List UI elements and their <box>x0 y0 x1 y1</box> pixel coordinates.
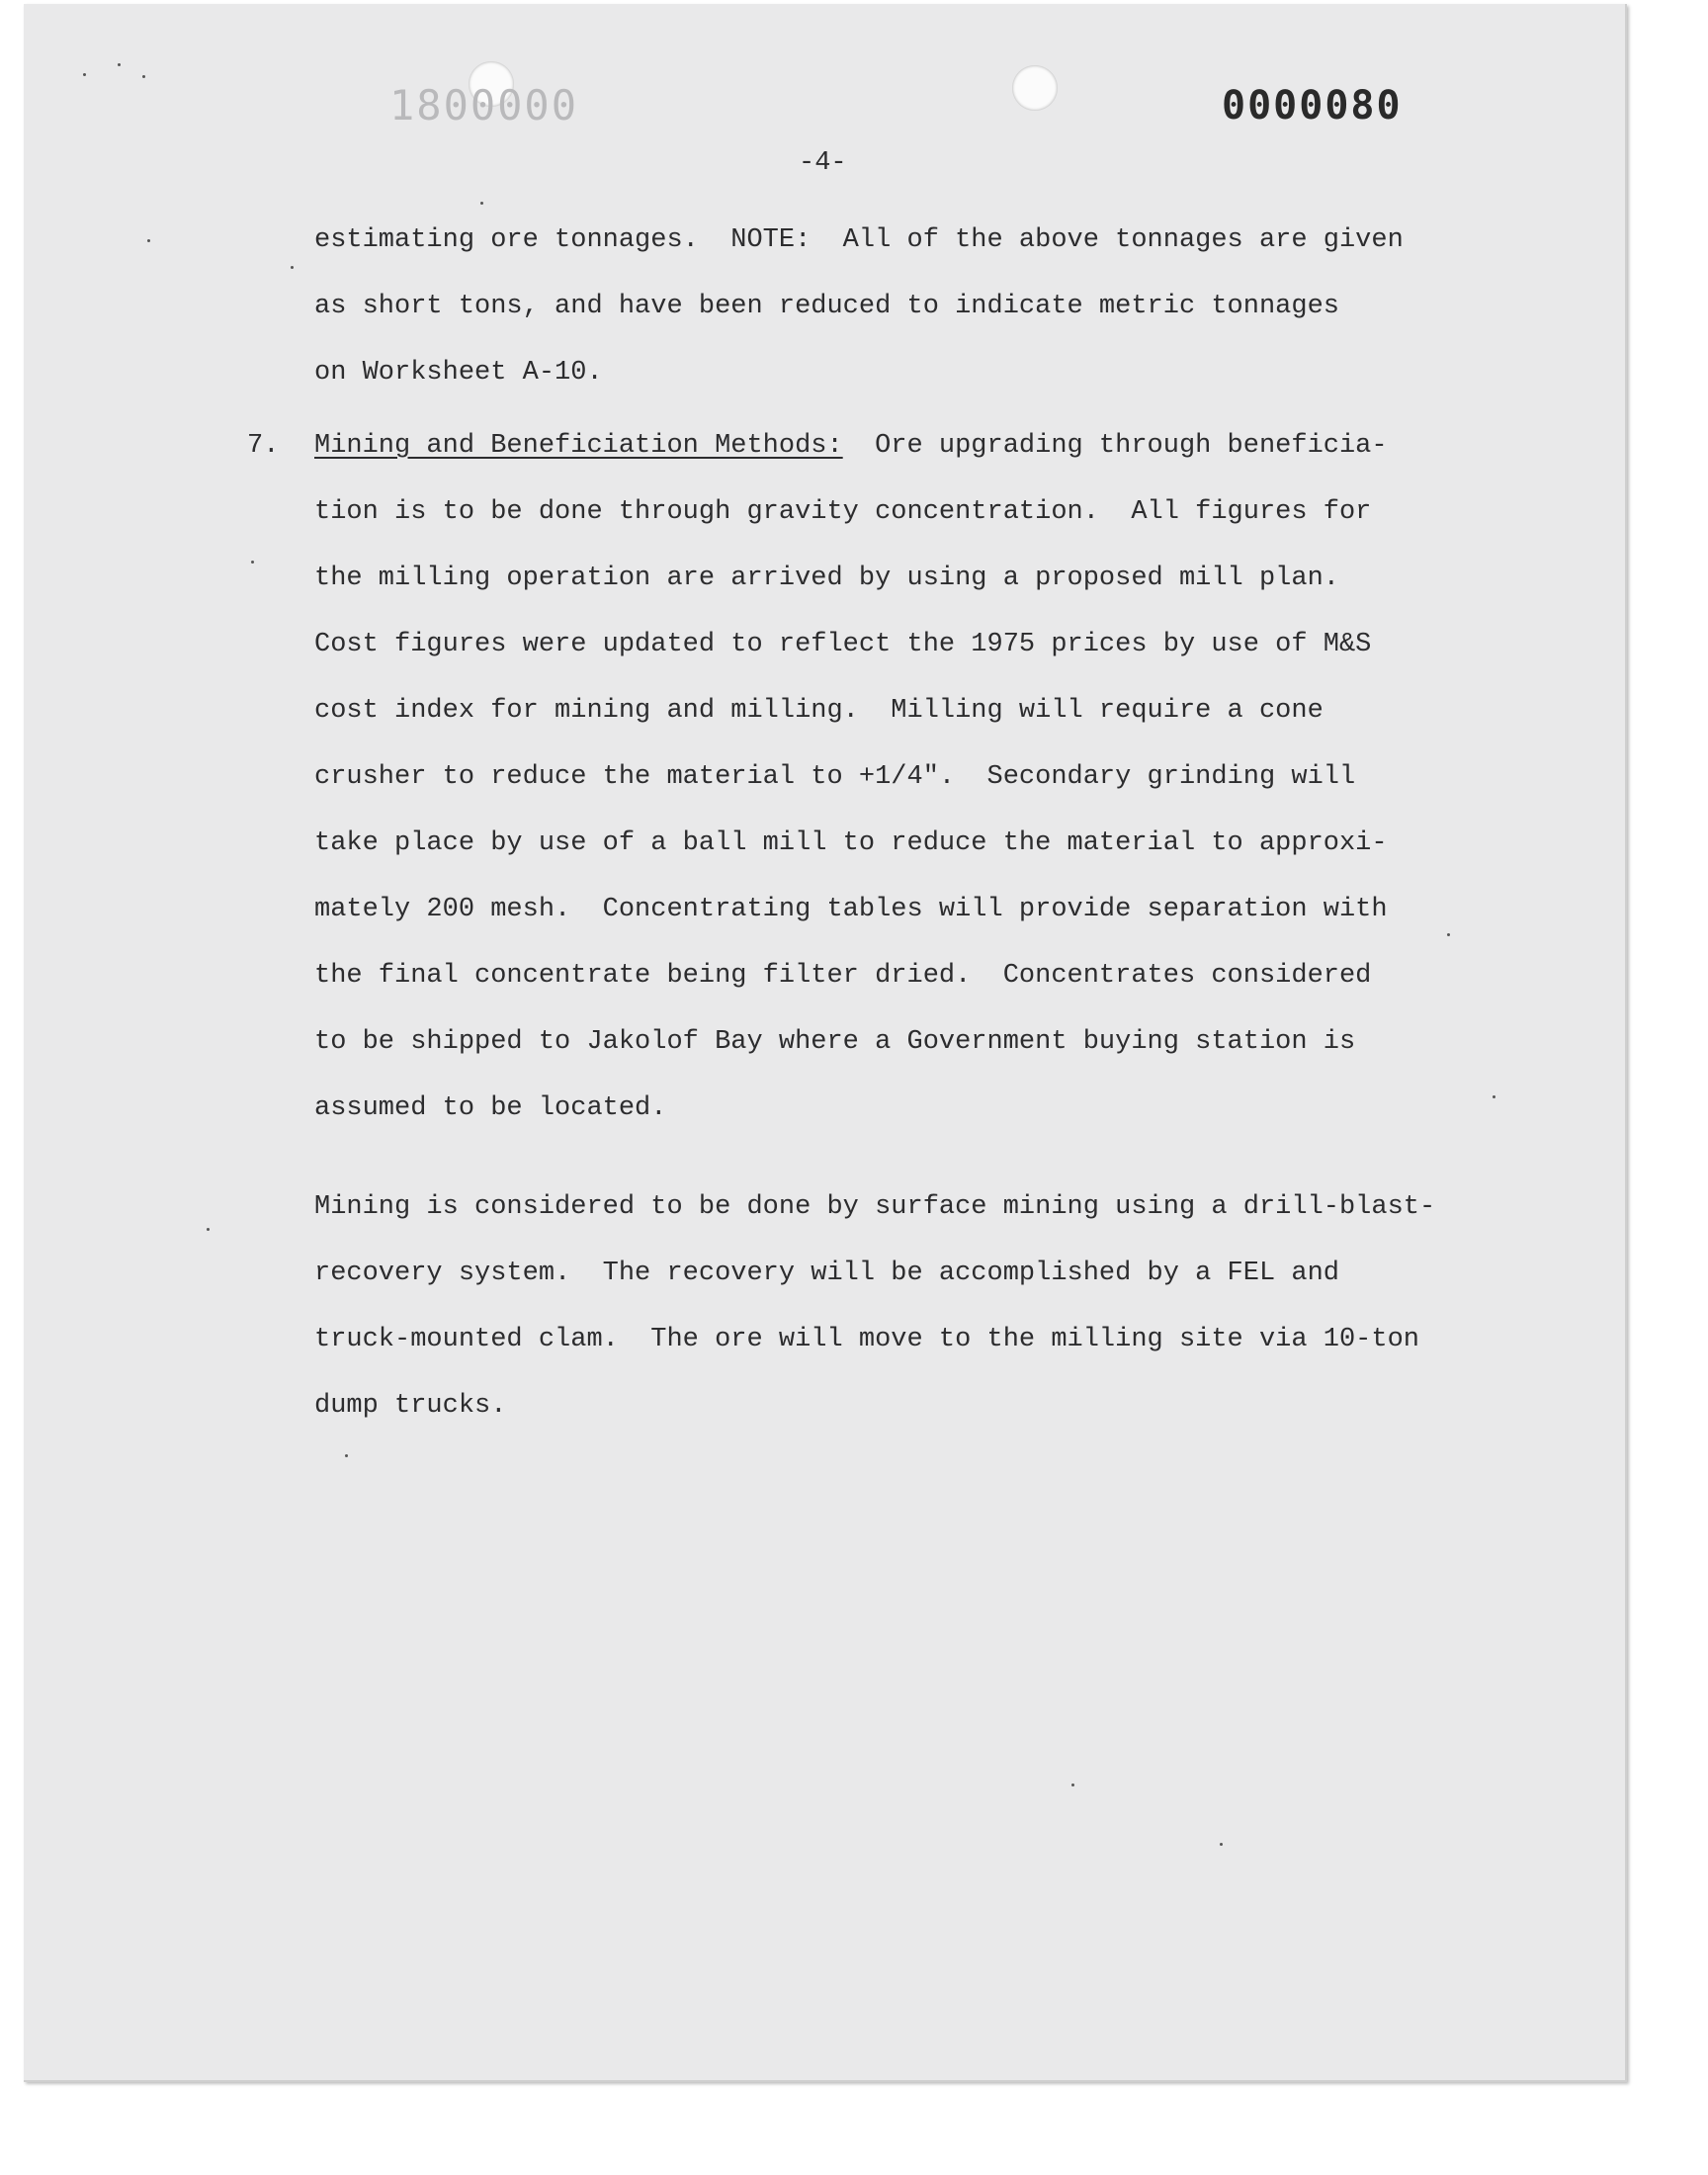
document-number-stamp: 0000080 <box>1222 83 1403 129</box>
scan-speck <box>118 63 121 66</box>
paragraph-line: recovery system. The recovery will be accomplished by a FEL and <box>314 1259 1339 1288</box>
scan-speck <box>1493 1095 1495 1098</box>
section-line: take place by use of a ball mill to reduce the material to approxi- <box>314 828 1388 858</box>
section-first-line-text: Ore upgrading through beneficia- <box>842 431 1388 461</box>
page-number: -4- <box>799 148 847 178</box>
section-line: assumed to be located. <box>314 1093 667 1123</box>
section-line: mately 200 mesh. Concentrating tables will provide separation with <box>314 895 1388 924</box>
paragraph-line: truck-mounted clam. The ore will move to the milling site via 10-ton <box>314 1325 1419 1354</box>
section-line: to be shipped to Jakolof Bay where a Government buying station is <box>314 1027 1356 1057</box>
section-line: Cost figures were updated to reflect the 1975 prices by use of M&S <box>314 630 1372 659</box>
intro-line: as short tons, and have been reduced to indicate metric tonnages <box>314 292 1339 321</box>
section-line: the milling operation are arrived by using a proposed mill plan. <box>314 564 1339 593</box>
paragraph-line: dump trucks. <box>314 1391 507 1421</box>
intro-line: on Worksheet A-10. <box>314 358 603 388</box>
document-page <box>24 4 1627 2082</box>
section-line: crusher to reduce the material to +1/4". Secondary grinding will <box>314 762 1356 792</box>
faded-stamp-number: 1800000 <box>389 81 579 130</box>
section-heading-line <box>314 433 1388 460</box>
scan-speck <box>1071 1784 1074 1786</box>
scan-speck <box>207 1228 210 1231</box>
section-line: tion is to be done through gravity concentration. All figures for <box>314 497 1372 527</box>
scan-speck <box>142 75 145 78</box>
paragraph-line: Mining is considered to be done by surface mining using a drill-blast- <box>314 1192 1436 1222</box>
scan-speck <box>147 239 150 242</box>
section-number: 7. <box>247 431 280 461</box>
section-line: cost index for mining and milling. Milling will require a cone <box>314 696 1324 726</box>
section-line: the final concentrate being filter dried. Concentrates considered <box>314 961 1372 991</box>
scan-speck <box>83 73 86 76</box>
section-heading: Mining and Beneficiation Methods: <box>314 431 843 461</box>
scan-speck <box>291 266 294 269</box>
punch-hole-right <box>1012 65 1058 111</box>
scan-speck <box>480 202 483 205</box>
scan-speck <box>1447 933 1450 936</box>
intro-line: estimating ore tonnages. NOTE: All of the above tonnages are given <box>314 225 1404 255</box>
scan-speck <box>345 1454 348 1457</box>
scan-speck <box>1220 1843 1223 1846</box>
scan-speck <box>251 561 254 564</box>
